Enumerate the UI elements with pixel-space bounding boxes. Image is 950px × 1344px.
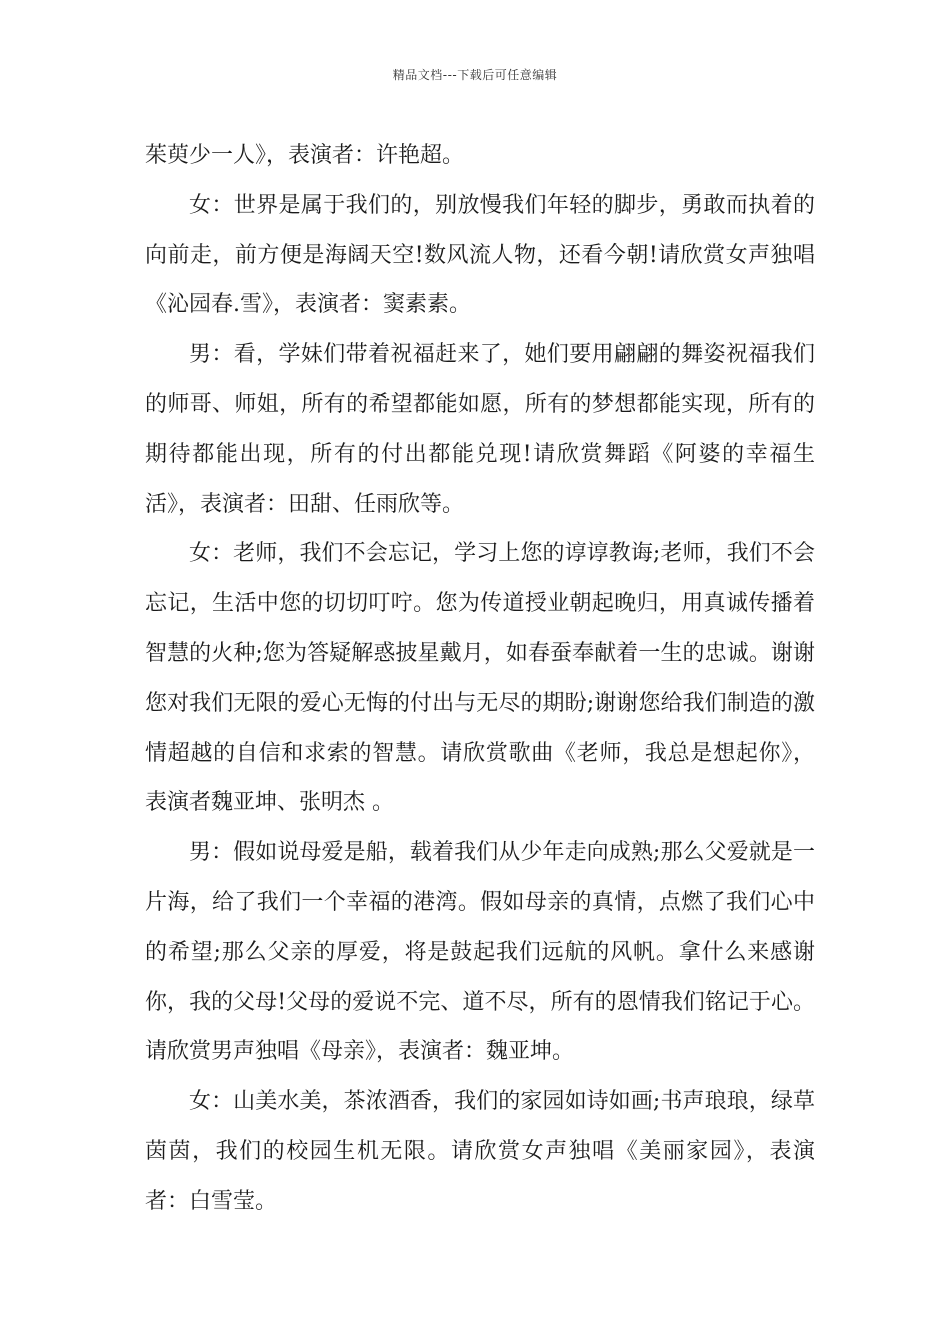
paragraph: 男：假如说母爱是船，载着我们从少年走向成熟;那么父爱就是一片海，给了我们一个幸福的港湾。假如母亲的真情，点燃了我们心中的希望;那么父亲的厚爱，将是鼓起我们远航的风帆。拿什么来感谢你，我的父母!父母的爱说不完、道不尽，所有的恩情我们铭记于心。请欣赏男声独唱《母亲》，表演者：魏亚坤。 bbox=[145, 840, 815, 1065]
paragraph: 女：山美水美，茶浓酒香，我们的家园如诗如画;书声琅琅，绿草茵茵，我们的校园生机无限。请欣赏女声独唱《美丽家园》，表演者：白雪莹。 bbox=[145, 1089, 815, 1214]
paragraph: 女：世界是属于我们的，别放慢我们年轻的脚步，勇敢而执着的向前走，前方便是海阔天空!数风流人物，还看今朝!请欣赏女声独唱《沁园春.雪》，表演者：窦素素。 bbox=[145, 192, 815, 318]
paragraph: 男：看，学妹们带着祝福赶来了，她们要用翩翩的舞姿祝福我们的师哥、师姐，所有的希望都能如愿，所有的梦想都能实现，所有的期待都能出现，所有的付出都能兑现!请欣赏舞蹈《阿婆的幸福生活》，表演者：田甜、任雨欣等。 bbox=[145, 342, 815, 517]
page-header: 精品文档---下载后可任意编辑 bbox=[392, 68, 558, 82]
paragraph: 女：老师，我们不会忘记，学习上您的谆谆教诲;老师，我们不会忘记，生活中您的切切叮咛。您为传道授业朝起晚归，用真诚传播着智慧的火种;您为答疑解惑披星戴月，如春蚕奉献着一生的忠诚。谢谢您对我们无限的爱心无悔的付出与无尽的期盼;谢谢您给我们制造的激情超越的自信和求索的智慧。请欣赏歌曲《老师，我总是想起你》，表演者魏亚坤、张明杰 。 bbox=[145, 541, 815, 816]
document-body bbox=[145, 131, 815, 1227]
paragraph-continuation: 茱萸少一人》，表演者：许艳超。 bbox=[145, 143, 465, 168]
